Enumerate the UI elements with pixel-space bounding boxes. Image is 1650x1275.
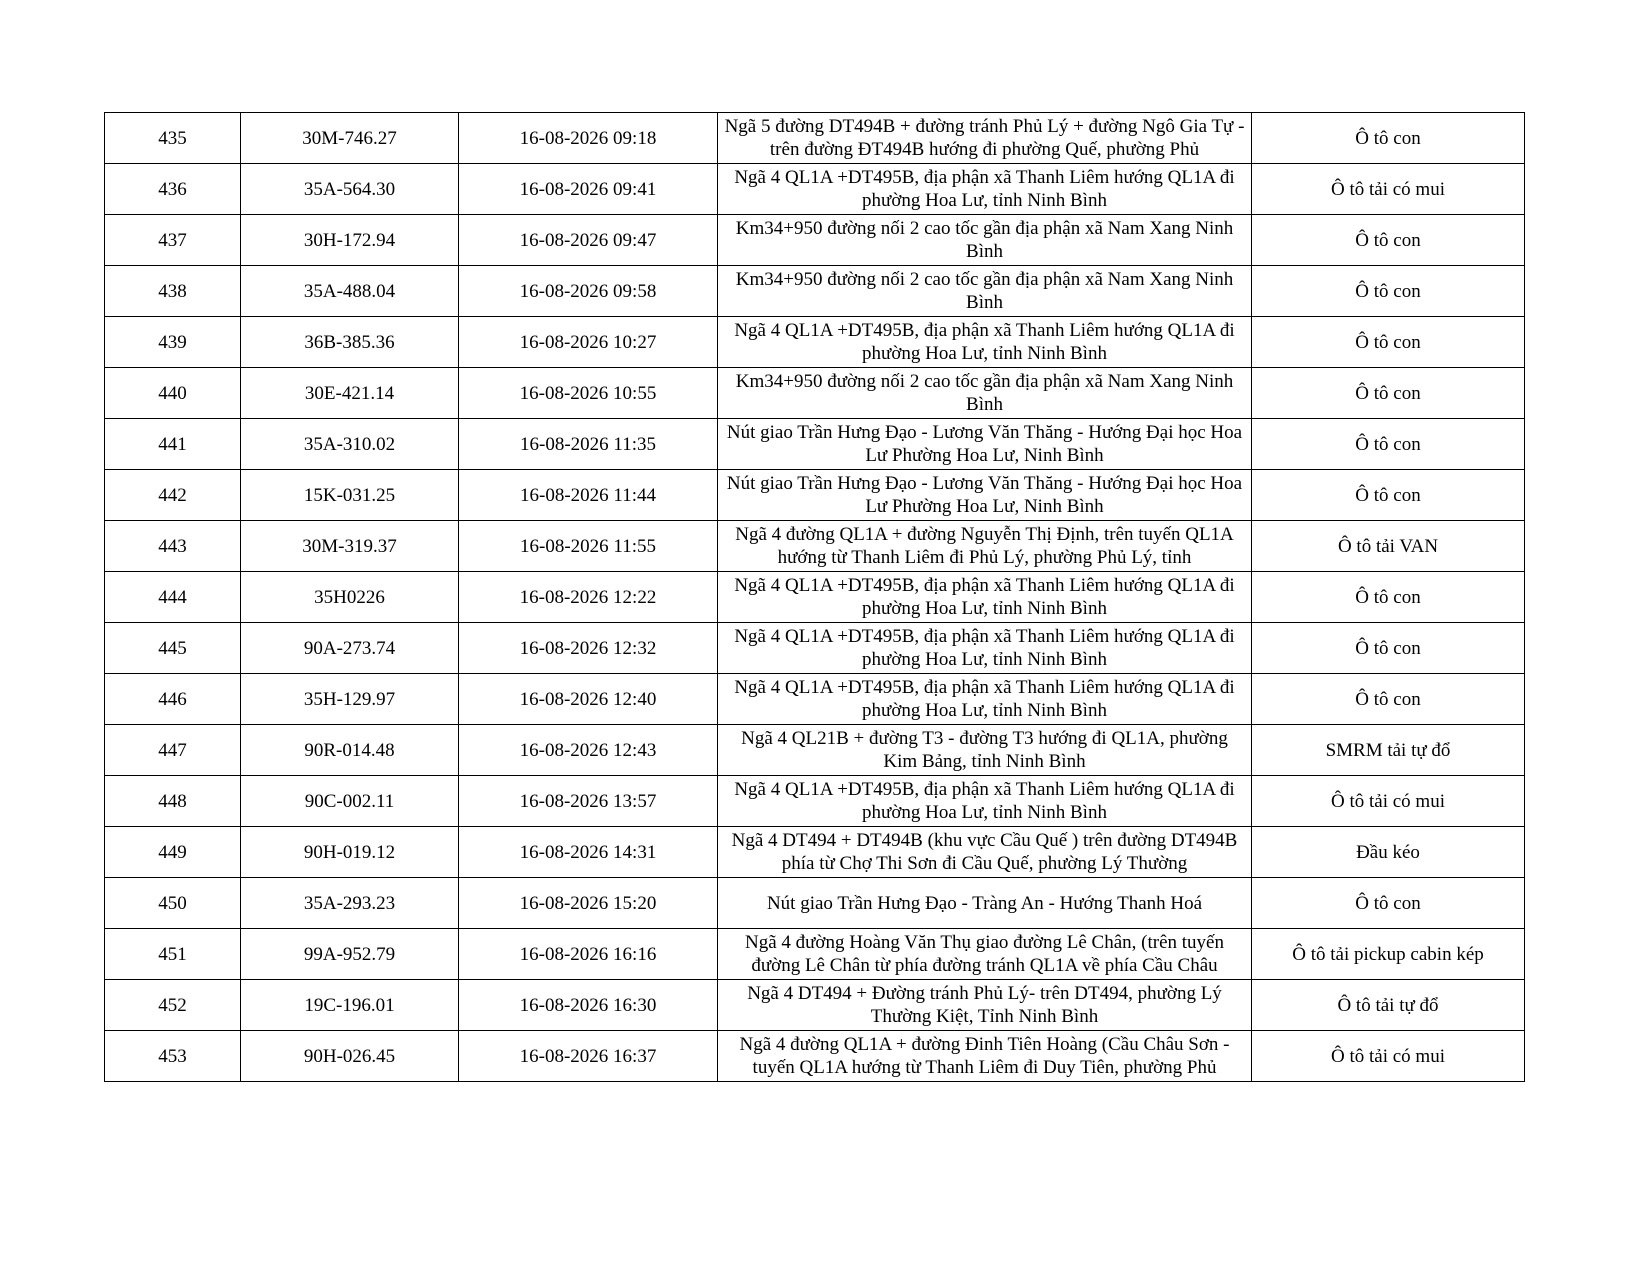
cell-plate: 90H-026.45	[241, 1031, 459, 1082]
cell-time: 16-08-2026 14:31	[459, 827, 718, 878]
cell-location	[718, 470, 1252, 521]
cell-time: 16-08-2026 12:40	[459, 674, 718, 725]
location-text: Nút giao Trần Hưng Đạo - Lương Văn Thăng - Hướng Đại học Hoa Lư Phường Hoa Lư, Ninh Bình	[726, 422, 1243, 466]
location-text: Km34+950 đường nối 2 cao tốc gần địa phận xã Nam Xang Ninh Bình	[735, 269, 1234, 313]
cell-time: 16-08-2026 09:18	[459, 113, 718, 164]
cell-location	[718, 776, 1252, 827]
cell-plate: 35A-310.02	[241, 419, 459, 470]
cell-stt: 440	[105, 368, 241, 419]
cell-vehicle-type: Ô tô tải pickup cabin kép	[1252, 929, 1525, 980]
table-row	[105, 113, 1525, 164]
location-text: Ngã 4 QL1A +DT495B, địa phận xã Thanh Liêm hướng QL1A đi phường Hoa Lư, tỉnh Ninh Bình	[734, 626, 1235, 670]
cell-location	[718, 572, 1252, 623]
cell-location	[718, 215, 1252, 266]
cell-plate: 35H0226	[241, 572, 459, 623]
cell-vehicle-type: Ô tô con	[1252, 470, 1525, 521]
cell-time: 16-08-2026 09:47	[459, 215, 718, 266]
cell-vehicle-type: Ô tô tải VAN	[1252, 521, 1525, 572]
location-text: Ngã 4 đường Hoàng Văn Thụ giao đường Lê Chân, (trên tuyến đường Lê Chân từ phía đường tránh QL1A về phía Cầu Châu	[744, 932, 1224, 976]
cell-stt: 441	[105, 419, 241, 470]
cell-vehicle-type: Ô tô con	[1252, 317, 1525, 368]
cell-plate: 90C-002.11	[241, 776, 459, 827]
table-row	[105, 725, 1525, 776]
cell-stt: 452	[105, 980, 241, 1031]
cell-stt: 447	[105, 725, 241, 776]
location-text: Ngã 5 đường DT494B + đường tránh Phủ Lý + đường Ngô Gia Tự - trên đường ĐT494B hướng đi phường Quế, phường Phủ	[724, 116, 1245, 160]
cell-location	[718, 521, 1252, 572]
cell-location	[718, 368, 1252, 419]
cell-time: 16-08-2026 11:44	[459, 470, 718, 521]
table-row	[105, 164, 1525, 215]
cell-plate: 90H-019.12	[241, 827, 459, 878]
cell-location	[718, 419, 1252, 470]
cell-location	[718, 725, 1252, 776]
cell-stt: 451	[105, 929, 241, 980]
cell-time: 16-08-2026 12:32	[459, 623, 718, 674]
cell-vehicle-type: Ô tô tải có mui	[1252, 164, 1525, 215]
location-text: Ngã 4 QL21B + đường T3 - đường T3 hướng đi QL1A, phường Kim Bảng, tỉnh Ninh Bình	[741, 728, 1228, 772]
cell-vehicle-type: Ô tô con	[1252, 674, 1525, 725]
table-row	[105, 1031, 1525, 1082]
cell-location	[718, 266, 1252, 317]
cell-time: 16-08-2026 11:35	[459, 419, 718, 470]
cell-stt: 448	[105, 776, 241, 827]
cell-location	[718, 929, 1252, 980]
cell-location	[718, 623, 1252, 674]
location-text: Ngã 4 QL1A +DT495B, địa phận xã Thanh Liêm hướng QL1A đi phường Hoa Lư, tỉnh Ninh Bình	[734, 677, 1235, 721]
location-text: Km34+950 đường nối 2 cao tốc gần địa phận xã Nam Xang Ninh Bình	[735, 371, 1234, 415]
cell-stt: 444	[105, 572, 241, 623]
table-row	[105, 215, 1525, 266]
cell-location	[718, 674, 1252, 725]
cell-plate: 30M-746.27	[241, 113, 459, 164]
location-text: Ngã 4 QL1A +DT495B, địa phận xã Thanh Liêm hướng QL1A đi phường Hoa Lư, tỉnh Ninh Bình	[734, 575, 1235, 619]
cell-plate: 90A-273.74	[241, 623, 459, 674]
cell-time: 16-08-2026 13:57	[459, 776, 718, 827]
cell-time: 16-08-2026 10:55	[459, 368, 718, 419]
cell-vehicle-type: Ô tô con	[1252, 419, 1525, 470]
cell-vehicle-type: Ô tô con	[1252, 113, 1525, 164]
location-text: Ngã 4 QL1A +DT495B, địa phận xã Thanh Liêm hướng QL1A đi phường Hoa Lư, tỉnh Ninh Bình	[734, 167, 1235, 211]
cell-vehicle-type: Ô tô con	[1252, 215, 1525, 266]
cell-stt: 445	[105, 623, 241, 674]
table-row	[105, 521, 1525, 572]
table-row	[105, 674, 1525, 725]
cell-stt: 446	[105, 674, 241, 725]
cell-plate: 35A-564.30	[241, 164, 459, 215]
cell-vehicle-type: Ô tô con	[1252, 266, 1525, 317]
location-text: Ngã 4 QL1A +DT495B, địa phận xã Thanh Liêm hướng QL1A đi phường Hoa Lư, tỉnh Ninh Bình	[734, 320, 1235, 364]
cell-vehicle-type: SMRM tải tự đổ	[1252, 725, 1525, 776]
cell-stt: 450	[105, 878, 241, 929]
location-text: Ngã 4 QL1A +DT495B, địa phận xã Thanh Liêm hướng QL1A đi phường Hoa Lư, tỉnh Ninh Bình	[734, 779, 1235, 823]
cell-plate: 36B-385.36	[241, 317, 459, 368]
table-row	[105, 317, 1525, 368]
cell-plate: 99A-952.79	[241, 929, 459, 980]
cell-plate: 35A-293.23	[241, 878, 459, 929]
table-row	[105, 878, 1525, 929]
cell-stt: 437	[105, 215, 241, 266]
cell-vehicle-type: Ô tô tải tự đổ	[1252, 980, 1525, 1031]
cell-plate: 35A-488.04	[241, 266, 459, 317]
cell-time: 16-08-2026 12:22	[459, 572, 718, 623]
cell-time: 16-08-2026 10:27	[459, 317, 718, 368]
cell-vehicle-type: Ô tô con	[1252, 623, 1525, 674]
cell-time: 16-08-2026 09:58	[459, 266, 718, 317]
cell-stt: 439	[105, 317, 241, 368]
table-row	[105, 623, 1525, 674]
table-row	[105, 827, 1525, 878]
table-row	[105, 776, 1525, 827]
cell-time: 16-08-2026 11:55	[459, 521, 718, 572]
cell-location	[718, 164, 1252, 215]
cell-vehicle-type: Ô tô con	[1252, 368, 1525, 419]
table-row	[105, 266, 1525, 317]
cell-plate: 30E-421.14	[241, 368, 459, 419]
cell-location	[718, 113, 1252, 164]
cell-location	[718, 980, 1252, 1031]
location-text: Ngã 4 đường QL1A + đường Nguyễn Thị Định, trên tuyến QL1A hướng từ Thanh Liêm đi Phủ Lý, phường Phủ Lý, tỉnh	[735, 524, 1234, 568]
cell-location	[718, 878, 1252, 929]
cell-plate: 30M-319.37	[241, 521, 459, 572]
location-text: Km34+950 đường nối 2 cao tốc gần địa phận xã Nam Xang Ninh Bình	[735, 218, 1234, 262]
cell-stt: 453	[105, 1031, 241, 1082]
cell-time: 16-08-2026 16:30	[459, 980, 718, 1031]
table-row	[105, 419, 1525, 470]
cell-plate: 15K-031.25	[241, 470, 459, 521]
location-text: Ngã 4 DT494 + Đường tránh Phủ Lý- trên DT494, phường Lý Thường Kiệt, Tỉnh Ninh Bình	[747, 983, 1222, 1027]
cell-time: 16-08-2026 16:16	[459, 929, 718, 980]
cell-stt: 443	[105, 521, 241, 572]
cell-location	[718, 827, 1252, 878]
cell-stt: 442	[105, 470, 241, 521]
cell-vehicle-type: Ô tô con	[1252, 878, 1525, 929]
location-text: Nút giao Trần Hưng Đạo - Tràng An - Hướng Thanh Hoá	[766, 892, 1203, 914]
cell-plate: 30H-172.94	[241, 215, 459, 266]
table-row	[105, 980, 1525, 1031]
cell-stt: 438	[105, 266, 241, 317]
cell-vehicle-type: Đầu kéo	[1252, 827, 1525, 878]
cell-stt: 436	[105, 164, 241, 215]
cell-location	[718, 1031, 1252, 1082]
table-row	[105, 368, 1525, 419]
cell-vehicle-type: Ô tô tải có mui	[1252, 1031, 1525, 1082]
cell-time: 16-08-2026 16:37	[459, 1031, 718, 1082]
cell-vehicle-type: Ô tô tải có mui	[1252, 776, 1525, 827]
cell-plate: 35H-129.97	[241, 674, 459, 725]
table-row	[105, 572, 1525, 623]
cell-time: 16-08-2026 12:43	[459, 725, 718, 776]
table-row	[105, 470, 1525, 521]
table-row	[105, 929, 1525, 980]
violations-table	[104, 112, 1525, 1082]
cell-vehicle-type: Ô tô con	[1252, 572, 1525, 623]
cell-stt: 449	[105, 827, 241, 878]
cell-time: 16-08-2026 15:20	[459, 878, 718, 929]
cell-location	[718, 317, 1252, 368]
location-text: Ngã 4 đường QL1A + đường Đinh Tiên Hoàng (Cầu Châu Sơn - tuyến QL1A hướng từ Thanh Liêm đi Duy Tiên, phường Phủ	[739, 1034, 1230, 1078]
cell-plate: 90R-014.48	[241, 725, 459, 776]
cell-time: 16-08-2026 09:41	[459, 164, 718, 215]
cell-plate: 19C-196.01	[241, 980, 459, 1031]
location-text: Ngã 4 DT494 + DT494B (khu vực Cầu Quế ) trên đường DT494B phía từ Chợ Thi Sơn đi Cầu Quế, phường Lý Thường	[731, 830, 1238, 874]
cell-stt: 435	[105, 113, 241, 164]
location-text: Nút giao Trần Hưng Đạo - Lương Văn Thăng - Hướng Đại học Hoa Lư Phường Hoa Lư, Ninh Bình	[726, 473, 1243, 517]
table-body	[105, 113, 1525, 1082]
